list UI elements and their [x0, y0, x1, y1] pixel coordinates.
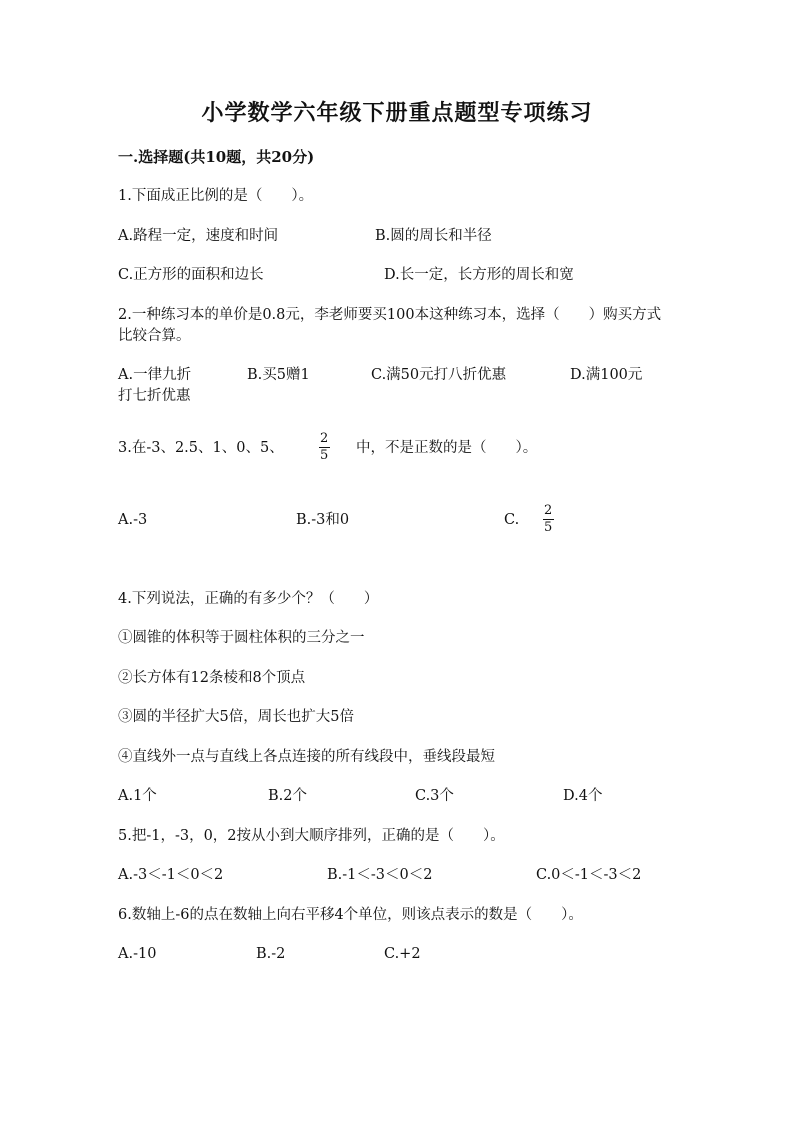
question-2-option-c: C.满50元打八折优惠: [371, 367, 507, 383]
fraction-numerator: 2: [320, 431, 329, 446]
question-4-option-d: D.4个: [563, 788, 603, 804]
question-6-option-b: B.-2: [256, 946, 286, 962]
question-2-option-d-line1: D.满100元: [570, 367, 643, 383]
question-2-option-b: B.买5赠1: [247, 367, 310, 383]
fraction-numerator: 2: [544, 503, 553, 518]
question-3-option-a: A.-3: [118, 512, 148, 528]
question-5-stem: 5.把-1，-3，0，2按从小到大顺序排列，正确的是（ ）。: [118, 828, 505, 844]
fraction-denominator: 5: [544, 520, 553, 535]
question-1-stem: 1.下面成正比例的是（ ）。: [118, 188, 314, 204]
question-2-option-d-line2: 打七折优惠: [118, 388, 191, 404]
question-1-option-b: B.圆的周长和半径: [375, 228, 492, 244]
question-1-option-d: D.长一定，长方形的周长和宽: [384, 267, 574, 283]
question-6-option-c: C.+2: [384, 946, 421, 962]
question-4-option-c: C.3个: [415, 788, 454, 804]
question-3-stem-before: 3.在-3、2.5、1、0、5、: [118, 440, 284, 456]
question-6-stem: 6.数轴上-6的点在数轴上向右平移4个单位，则该点表示的数是（ ）。: [118, 907, 583, 923]
question-4-option-b: B.2个: [268, 788, 307, 804]
question-5-option-c: C.0＜-1＜-3＜2: [536, 867, 642, 883]
question-4-statement-2: ②长方体有12条棱和8个顶点: [118, 670, 306, 686]
fraction-denominator: 5: [320, 448, 329, 463]
question-4-statement-4: ④直线外一点与直线上各点连接的所有线段中，垂线段最短: [118, 749, 495, 765]
page-title: 小学数学六年级下册重点题型专项练习: [201, 100, 593, 126]
question-4-statement-1: ①圆锥的体积等于圆柱体积的三分之一: [118, 630, 365, 646]
question-5-option-b: B.-1＜-3＜0＜2: [327, 867, 433, 883]
question-1-option-c: C.正方形的面积和边长: [118, 267, 264, 283]
question-3-fraction: [318, 432, 330, 463]
question-3-stem-after: 中，不是正数的是（ ）。: [356, 440, 538, 456]
question-3-option-b: B.-3和0: [296, 512, 350, 528]
question-4-option-a: A.1个: [118, 788, 157, 804]
section-heading: 一.选择题(共10题，共20分): [118, 148, 315, 166]
question-2-option-a: A.一律九折: [118, 367, 192, 383]
question-2-stem: 2.一种练习本的单价是0.8元，李老师要买100本这种练习本，选择（ ）购买方式比较合算。: [118, 307, 662, 344]
question-4-stem: 4.下列说法，正确的有多少个？（ ）: [118, 591, 379, 607]
question-6-option-a: A.-10: [118, 946, 157, 962]
question-1-option-a: A.路程一定，速度和时间: [118, 228, 279, 244]
question-4-statement-3: ③圆的半径扩大5倍，周长也扩大5倍: [118, 709, 354, 725]
question-3-option-c-fraction: [542, 504, 554, 535]
question-3-option-c: C.: [504, 512, 520, 528]
question-5-option-a: A.-3＜-1＜0＜2: [118, 867, 224, 883]
